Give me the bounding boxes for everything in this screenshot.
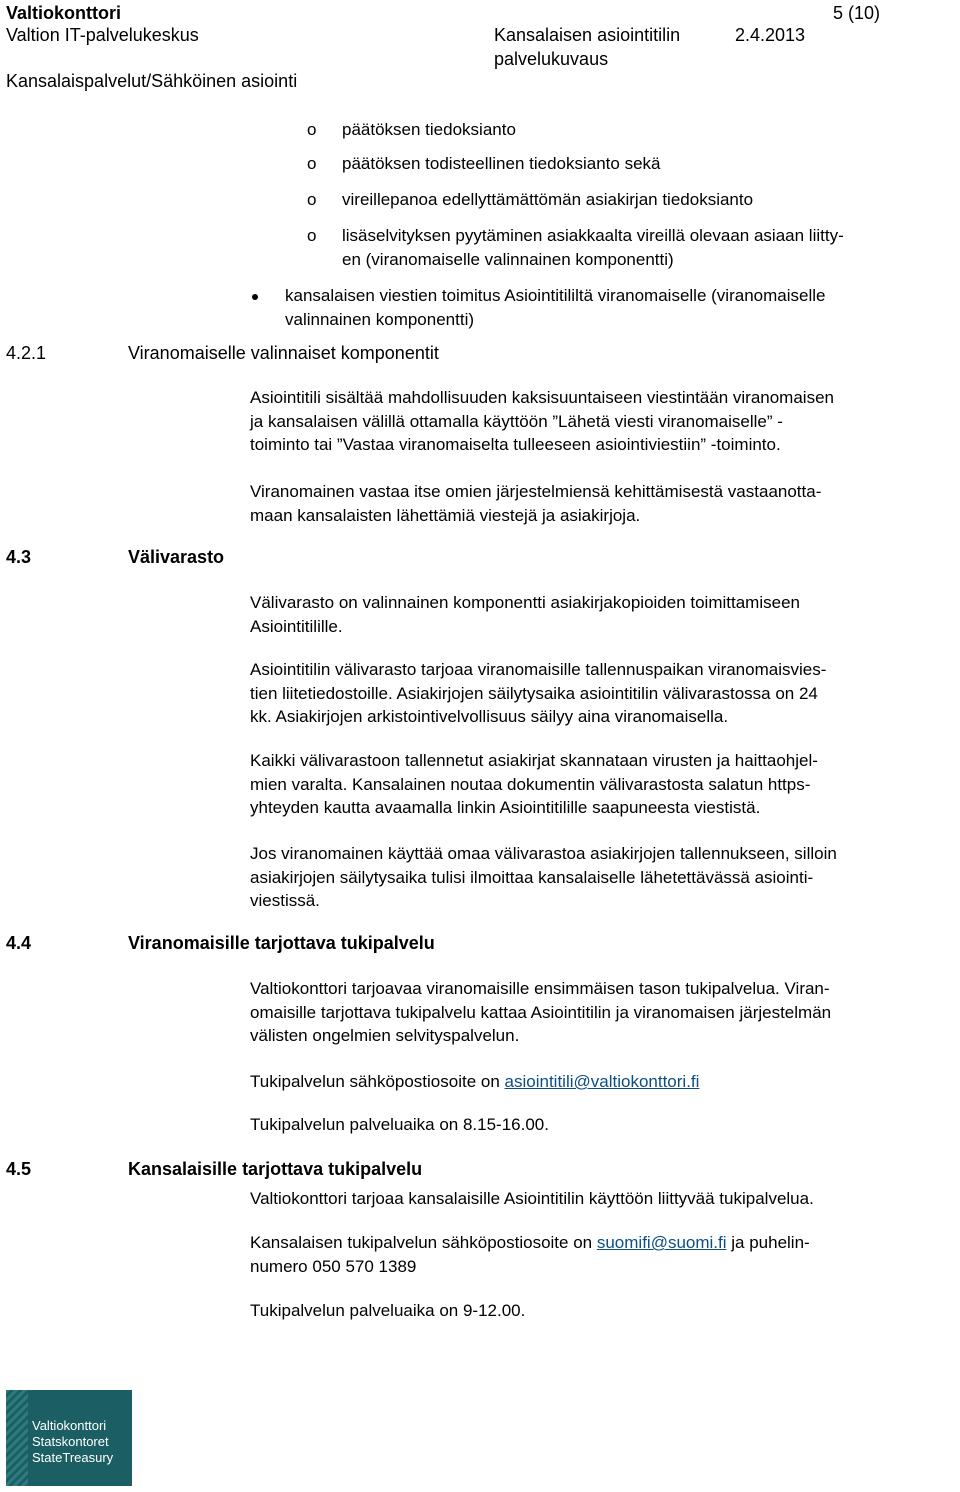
list-marker: o [307, 154, 317, 173]
bullet-item: kansalaisen viestien toimitus Asiointitililtä viranomaiselle (viranomaiselle valinnainen komponentti) [285, 286, 826, 329]
phone-text: ja puhelin- numero 050 570 1389 [250, 1233, 810, 1276]
paragraph: Tukipalvelun palveluaika on 9-12.00. [250, 1301, 526, 1320]
section-number: 4.2.1 [6, 343, 47, 363]
valtiokonttori-logo [6, 1390, 132, 1486]
doc-title-line1: Kansalaisen asiointitilin [494, 25, 681, 45]
section-number: 4.4 [6, 933, 32, 953]
paragraph: Valtiokonttori tarjoaa kansalaisille Asiointitilin käyttöön liittyvää tukipalvelua. [250, 1189, 814, 1208]
section-number: 4.3 [6, 547, 32, 567]
list-marker: o [307, 120, 317, 139]
section-number: 4.5 [6, 1159, 32, 1179]
unit-name: Valtion IT-palvelukeskus [6, 25, 199, 45]
paragraph: Viranomainen vastaa itse omien järjestelmiensä kehittämisestä vastaanotta- maan kansalaisten lähettämiä viestejä ja asiakirjoja. [250, 482, 822, 525]
paragraph: Asiointitili sisältää mahdollisuuden kaksisuuntaiseen viestintään viranomaisen ja kansalaisen välillä ottamalla käyttöön ”Lähetä viesti viranomaiselle” - toiminto tai ”Vastaa viranomaiselta tulleeseen asiointiviestiin” -toiminto. [250, 388, 834, 454]
org-name: Valtiokonttori [6, 3, 122, 23]
support-email-link[interactable]: asiointitili@valtiokonttori.fi [504, 1072, 700, 1091]
paragraph: Välivarasto on valinnainen komponentti asiakirjakopioiden toimittamiseen Asiointitilille. [250, 593, 800, 636]
logo-line: Valtiokonttori [32, 1418, 107, 1433]
list-item: päätöksen todisteellinen tiedoksianto sekä [342, 154, 661, 173]
paragraph: Kaikki välivarastoon tallennetut asiakirjat skannataan virusten ja haittaohjel- mien varalta. Kansalainen noutaa dokumentin välivarastosta salatun https- yhteyden kautta avaamalla linkin Asiointitilille saapuneesta viestistä. [250, 751, 818, 817]
support-email-label: Tukipalvelun sähköpostiosoite on [250, 1072, 505, 1091]
list-item: päätöksen tiedoksianto [342, 120, 516, 139]
paragraph: Valtiokonttori tarjoavaa viranomaisille ensimmäisen tason tukipalvelua. Viran- omaisille tarjottava tukipalvelu kattaa Asiointitilin ja viranomaisen järjestelmän välisten ongelmien selvityspalvelun. [250, 979, 832, 1045]
citizen-email-link[interactable]: suomifi@suomi.fi [596, 1233, 727, 1252]
section-title: Viranomaiselle valinnaiset komponentit [128, 343, 439, 363]
doc-title-line2: palvelukuvaus [494, 49, 609, 69]
logo-line: Statskontoret [32, 1434, 109, 1449]
doc-date: 2.4.2013 [735, 25, 806, 45]
logo-line: StateTreasury [32, 1450, 114, 1465]
paragraph: Asiointitilin välivarasto tarjoaa viranomaisille tallennuspaikan viranomaisvies- tien liitetiedostoille. Asiakirjojen säilytysaika asiointitilin välivarastossa on 24 kk. Asiakirjojen arkistointivelvollisuus säilyy aina viranomaisella. [250, 660, 827, 726]
logo-mark-icon [6, 1390, 28, 1486]
list-item: lisäselvityksen pyytäminen asiakkaalta vireillä olevaan asiaan liitty- en (viranomaiselle valinnainen komponentti) [342, 226, 844, 269]
list-marker: o [307, 190, 317, 209]
citizen-email-label: Kansalaisen tukipalvelun sähköpostiosoite on [250, 1233, 597, 1252]
section-title: Kansalaisille tarjottava tukipalvelu [128, 1159, 423, 1179]
dept-name: Kansalaispalvelut/Sähköinen asiointi [6, 71, 298, 91]
section-title: Viranomaisille tarjottava tukipalvelu [128, 933, 435, 953]
list-marker: o [307, 226, 317, 245]
bullet-dot [252, 294, 258, 300]
support-email-paragraph [250, 1070, 699, 1094]
citizen-email-paragraph [250, 1231, 810, 1278]
page-number: 5 (10) [833, 3, 881, 23]
list-item: vireillepanoa edellyttämättömän asiakirjan tiedoksianto [342, 190, 754, 209]
paragraph: Jos viranomainen käyttää omaa välivarastoa asiakirjojen tallennukseen, silloin asiakirjojen säilytysaika tulisi ilmoittaa kansalaiselle lähetettävässä asiointi- viestissä. [250, 844, 837, 910]
section-title: Välivarasto [128, 547, 225, 567]
paragraph: Tukipalvelun palveluaika on 8.15-16.00. [250, 1115, 549, 1134]
